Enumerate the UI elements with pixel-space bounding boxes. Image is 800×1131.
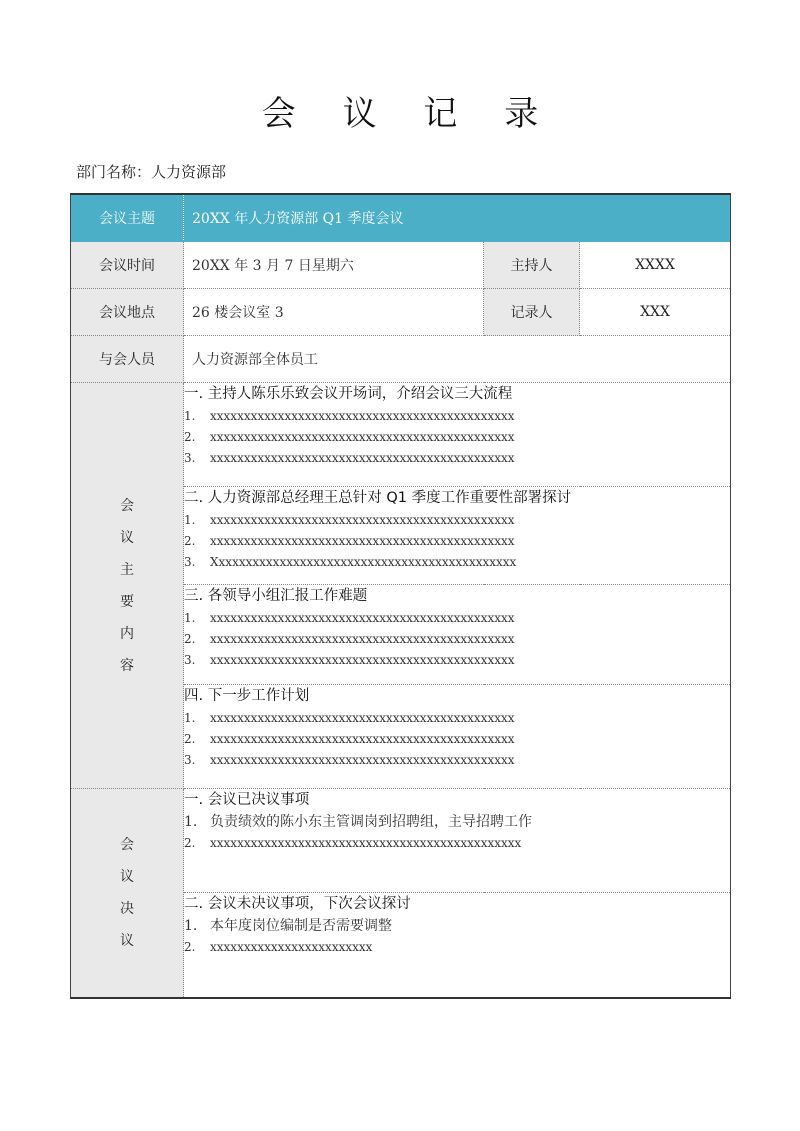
place-row (71, 289, 731, 336)
department-line (76, 161, 226, 182)
host-value: XXXX (580, 242, 731, 289)
resolution-label-char: 决 (120, 900, 134, 917)
section-heading: 二. 人力资源部总经理王总针对 Q1 季度工作重要性部署探讨 (184, 490, 572, 506)
resolution-label-char: 会 (120, 836, 134, 853)
list-item: 1. 本年度岗位编制是否需要调整 (184, 918, 392, 934)
list-item: 3. xxxxxxxxxxxxxxxxxxxxxxxxxxxxxxxxxxxxxxxxxxxxx (184, 653, 515, 667)
topic-value: 20XX 年人力资源部 Q1 季度会议 (184, 194, 731, 242)
content-section (184, 585, 731, 685)
resolution-label-char: 议 (120, 932, 134, 949)
list-item: 2. xxxxxxxxxxxxxxxxxxxxxxxx (184, 940, 373, 954)
recorder-label: 记录人 (484, 289, 580, 336)
attendees-row (71, 336, 731, 383)
time-label: 会议时间 (71, 242, 184, 289)
time-value: 20XX 年 3 月 7 日星期六 (184, 242, 484, 289)
list-item: 2. xxxxxxxxxxxxxxxxxxxxxxxxxxxxxxxxxxxxxxxxxxxxx (184, 732, 515, 746)
recorder-value: XXX (580, 289, 731, 336)
content-section (184, 383, 731, 487)
content-label-char: 容 (120, 657, 134, 674)
topic-label: 会议主题 (71, 194, 184, 242)
section-heading: 四. 下一步工作计划 (184, 688, 310, 704)
resolution-section (184, 789, 731, 893)
place-value: 26 楼会议室 3 (184, 289, 484, 336)
page-title: 会 议 记 录 (261, 94, 557, 134)
list-item: 2. xxxxxxxxxxxxxxxxxxxxxxxxxxxxxxxxxxxxxxxxxxxxxx (184, 836, 522, 850)
content-label-char: 主 (120, 561, 134, 578)
list-item: 1. xxxxxxxxxxxxxxxxxxxxxxxxxxxxxxxxxxxxxxxxxxxxx (184, 409, 515, 423)
resolution-label (71, 789, 184, 998)
list-item: 1. 负责绩效的陈小东主管调岗到招聘组，主导招聘工作 (184, 814, 532, 830)
list-item: 2. xxxxxxxxxxxxxxxxxxxxxxxxxxxxxxxxxxxxxxxxxxxxx (184, 430, 515, 444)
minutes-table (70, 193, 731, 999)
attendees-value: 人力资源部全体员工 (184, 336, 731, 383)
host-label: 主持人 (484, 242, 580, 289)
content-row-1 (71, 383, 731, 487)
content-section (184, 685, 731, 789)
list-item: 3. xxxxxxxxxxxxxxxxxxxxxxxxxxxxxxxxxxxxxxxxxxxxx (184, 753, 515, 767)
list-item: 2. xxxxxxxxxxxxxxxxxxxxxxxxxxxxxxxxxxxxxxxxxxxxx (184, 534, 515, 548)
list-item: 1. xxxxxxxxxxxxxxxxxxxxxxxxxxxxxxxxxxxxxxxxxxxxx (184, 513, 515, 527)
list-item: 3. Xxxxxxxxxxxxxxxxxxxxxxxxxxxxxxxxxxxxxxxxxxxxx (184, 555, 517, 569)
section-heading: 一. 会议已决议事项 (184, 792, 310, 808)
section-heading: 三. 各领导小组汇报工作难题 (184, 588, 368, 604)
content-label-char: 议 (120, 529, 134, 546)
time-row (71, 242, 731, 289)
section-heading: 二. 会议未决议事项，下次会议探讨 (184, 896, 411, 912)
content-label-char: 会 (120, 497, 134, 514)
place-label: 会议地点 (71, 289, 184, 336)
content-label-char: 要 (120, 593, 134, 610)
department-value: 人力资源部 (151, 163, 227, 181)
resolution-section (184, 893, 731, 998)
content-section (184, 487, 731, 585)
list-item: 1. xxxxxxxxxxxxxxxxxxxxxxxxxxxxxxxxxxxxxxxxxxxxx (184, 711, 515, 725)
list-item: 1. xxxxxxxxxxxxxxxxxxxxxxxxxxxxxxxxxxxxxxxxxxxxx (184, 611, 515, 625)
content-label (71, 383, 184, 789)
list-item: 2. xxxxxxxxxxxxxxxxxxxxxxxxxxxxxxxxxxxxxxxxxxxxx (184, 632, 515, 646)
section-heading: 一. 主持人陈乐乐致会议开场词，介绍会议三大流程 (184, 386, 513, 402)
resolution-label-char: 议 (120, 868, 134, 885)
resolution-row-1 (71, 789, 731, 893)
topic-row (71, 194, 731, 242)
content-label-char: 内 (120, 625, 134, 642)
list-item: 3. xxxxxxxxxxxxxxxxxxxxxxxxxxxxxxxxxxxxxxxxxxxxx (184, 451, 515, 465)
department-label: 部门名称： (76, 163, 152, 181)
attendees-label: 与会人员 (71, 336, 184, 383)
